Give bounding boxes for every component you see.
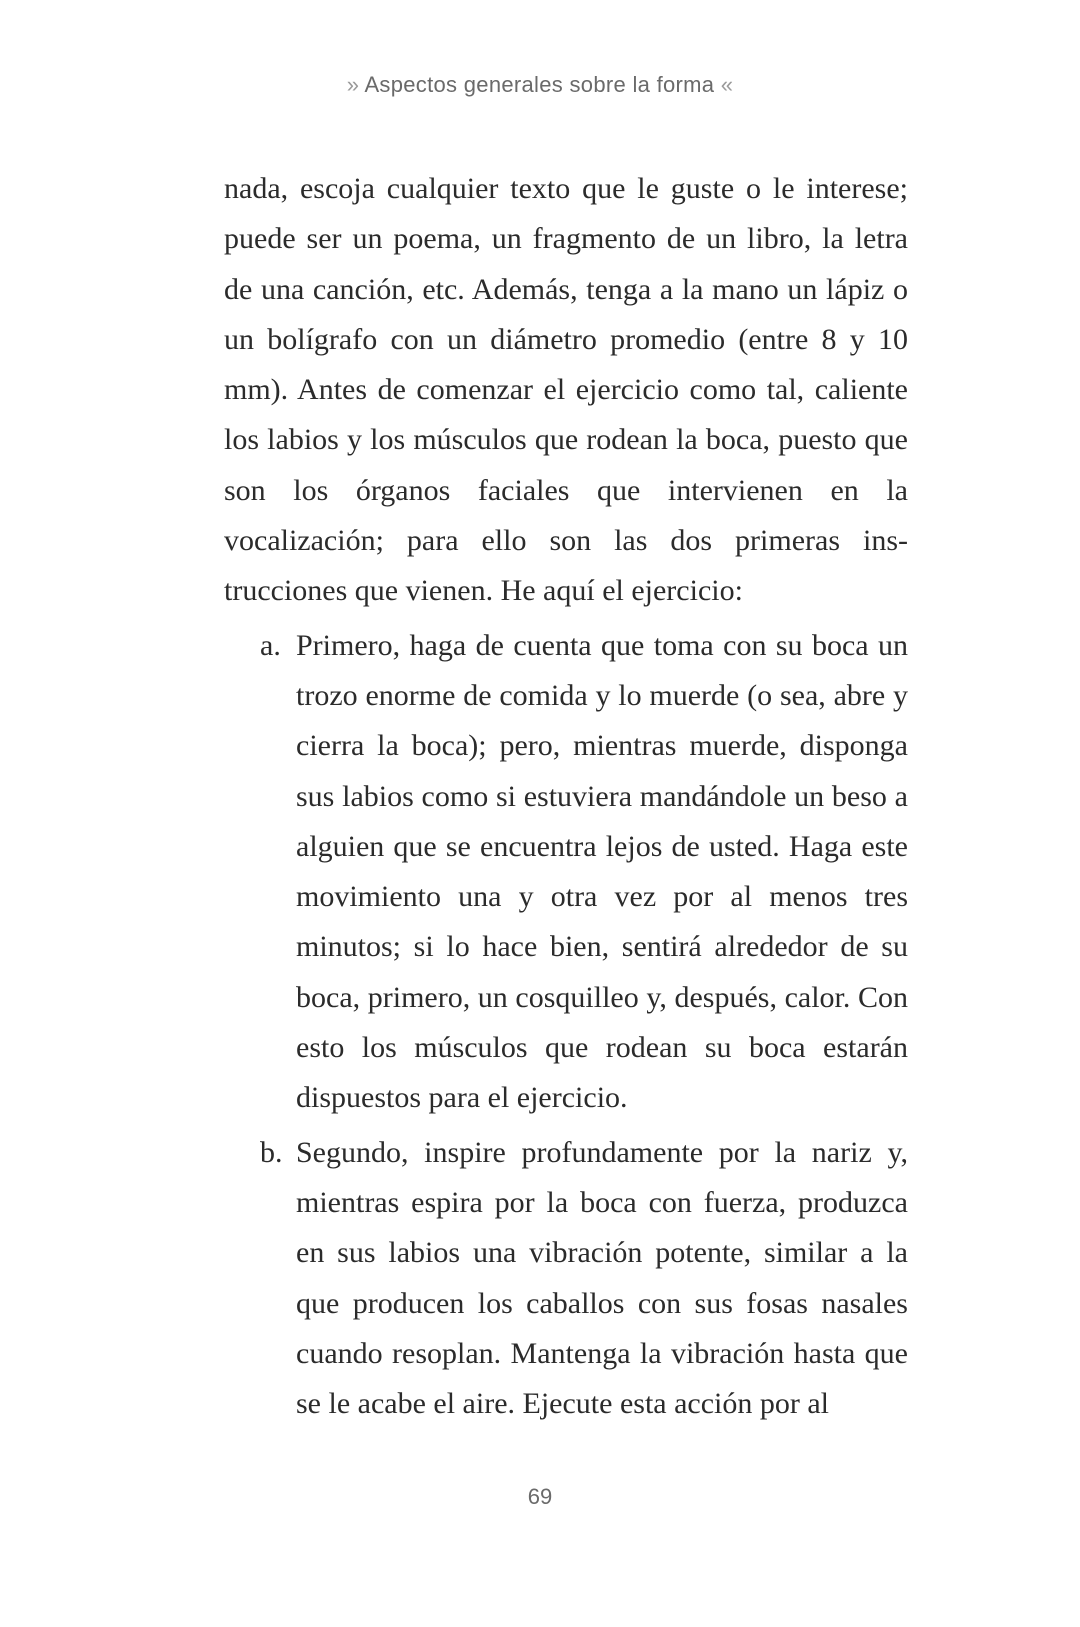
list-marker-b: b. [260,1135,283,1169]
header-open-mark: » [346,72,360,97]
list-item [224,621,908,1124]
page-number: 69 [527,1484,553,1509]
list-item-text: Segundo, inspire profundamente por la nariz y, mientras espira por la boca con fuerza, produzca en sus labios una vibración potente, similar a la que producen los caballos con sus fosas nasales cuando resoplan. Mantenga la vibración hasta que se le acabe el aire. Ejecute esta acción por al [296,1135,908,1421]
list-item-text: Primero, haga de cuenta que toma con su boca un trozo enorme de comida y lo muerde (o sea, abre y cierra la boca); pero, mientras muerde, disponga sus labios como si estuviera mandándole un beso a alguien que se encuentra lejos de usted. Haga este movimiento una y otra vez por al menos tres minutos; si lo hace bien, sentirá alrededor de su boca, primero, un cosquilleo y, después, calor. Con esto los músculos que rodean su boca estarán dispuestos para el ejercicio. [296,628,908,1115]
exercise-list [224,621,908,1430]
body-text [224,164,908,1429]
header-close-mark: « [720,72,734,97]
running-header [0,72,1080,98]
intro-paragraph: nada, escoja cualquier texto que le guste o le interese; puede ser un poema, un fragmento de un libro, la letra de una canción, etc. Además, tenga a la mano un lápiz o un bolígrafo con un diámetro promedio (entre 8 y 10 mm). Antes de comenzar el ejercicio como tal, caliente los labios y los músculos que rodean la boca, puesto que son los órganos faciales que intervienen en la vocalización; para ello son las dos primeras instrucciones que vienen. He aquí el ejercicio: [224,172,908,608]
list-marker-a: a. [260,628,281,662]
header-title: Aspectos generales sobre la forma [364,72,715,97]
list-item [224,1128,908,1430]
